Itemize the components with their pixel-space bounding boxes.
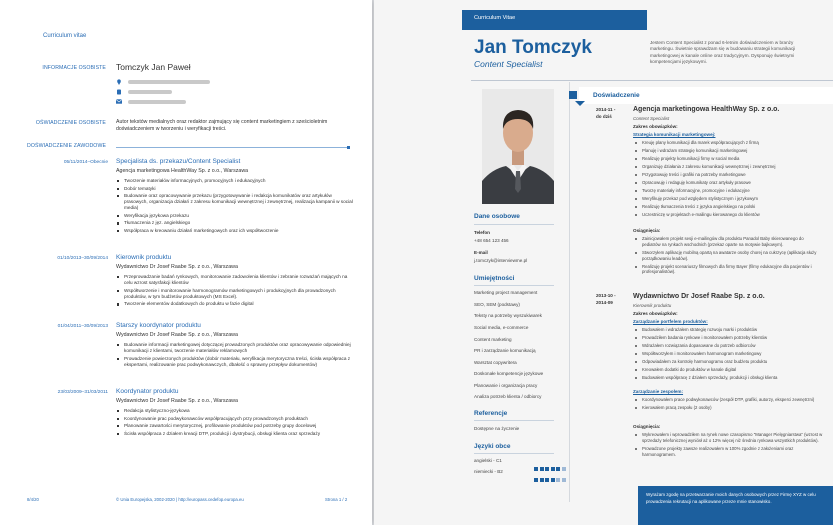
list-item: Zainicjowałem projekt sesji e-mailingów dla produktu Panadol Baby skierowanego do pediatrów na rynkach wschodnich (przekaz oparte na motywie bajkowym).: [633, 236, 823, 248]
level-dot: [551, 478, 555, 482]
full-name: Jan Tomczyk: [474, 37, 592, 58]
list-item: Stworzyłem aplikację mobilną opartą na awatarze osoby chorej na cukrzycę (aplikacja służy porządkowaniu leadów).: [633, 250, 823, 262]
footer-date: 8/4/20: [27, 497, 39, 502]
list-item: Odpowiadałem za kontrolę harmonogramu oraz budżetu produktu: [633, 359, 823, 365]
header-divider: [471, 80, 833, 81]
email-value: j.tomczyk@interviewme.pl: [474, 258, 528, 263]
sub-section-label: Zarządzanie portfelem produktów:: [633, 319, 708, 324]
section-heading-references: Referencje: [474, 410, 508, 417]
list-item: Tworzę materiały informacyjne, promocyjne i edukacyjne: [633, 188, 823, 194]
list-item: Prowadzenie powierzonych produktów (dobór materiału, weryfikacja merytoryczna treści, ścisła współpraca z ekspertami, realizowanie prac podwykonawczych, dbałość o sprawny przepływ dokumentów): [116, 356, 356, 368]
list-item: Organizuję działania z zakresu komunikacji wewnętrznej i zewnętrznej: [633, 164, 823, 170]
timeline-arrow: [575, 101, 585, 106]
job-date: 23/03/2009–31/03/2011: [57, 390, 108, 395]
section-heading-experience: Doświadczenie: [593, 92, 640, 99]
section-label-experience: DOŚWIADCZENIE ZAWODOWE: [27, 143, 106, 149]
language-name: niemiecki - B2: [474, 469, 503, 474]
language-level: [534, 469, 567, 487]
list-item: Przeprowadzanie badań rynkowych, monitorowanie zadowolenia klientów i zebranie rozważań mających na celu wzrost satysfakcji klientów: [116, 274, 356, 286]
full-name: Tomczyk Jan Paweł: [116, 62, 191, 72]
list-item: Redakcja stylistyczno-językowa: [116, 408, 356, 414]
duties-list: [633, 140, 823, 220]
list-item: Uczestniczę w projektach e-mailingu kierowanego do klientów: [633, 212, 823, 218]
redacted-email: [128, 100, 186, 104]
europass-cv-page: [0, 0, 372, 525]
phone-row: [116, 89, 172, 95]
duties-label: Zakres obowiązków:: [633, 311, 678, 316]
personal-statement: Autor tekstów medialnych oraz redaktor zajmujący się content marketingiem z sześcioletnim doświadczeniem w tworzeniu i weryfikacji treści.: [116, 119, 328, 133]
list-item: Planowanie zawartości merytorycznej, profilowanie produktów pod potrzeby grupy docelowej: [116, 423, 356, 429]
skill-item: Analiza potrzeb klienta / odbiorcy: [474, 394, 542, 399]
list-item: Weryfikacja językowa przekazu: [116, 213, 356, 219]
sub-section-label: Zarządzanie zespołem:: [633, 389, 684, 394]
list-item: Prowadzone projekty zawsze realizowałem w 100% zgodnie z założeniami oraz harmonogramem.: [633, 446, 823, 458]
sub-section-label: Strategia komunikacji marketingowej:: [633, 132, 716, 137]
header-tag-label: Curriculum Vitae: [474, 15, 516, 21]
job-date: 05/11/2014–Obecnie: [63, 160, 108, 165]
list-item: Realizuję projekt scenariuszy filmowych dla firmy Bayer (filmy edukacyjne dla pacjentów i profesjonalistów).: [633, 264, 823, 276]
location-icon: [116, 79, 122, 84]
job-date-to: 2014-09: [596, 299, 613, 305]
level-dot: [562, 478, 566, 482]
list-item: Przygotowuję treści i grafiki na potrzeby marketingowe: [633, 172, 823, 178]
skill-item: Planowanie i organizacja pracy: [474, 383, 538, 388]
skill-item: Marketing project management: [474, 290, 538, 295]
achievements-label: Osiągnięcia:: [633, 424, 661, 429]
skill-item: SEO, SEM (podstawy): [474, 302, 520, 307]
achievements-list: [633, 432, 823, 460]
list-item: Współtworzyłem i monitorowałem harmonogram marketingowy: [633, 351, 823, 357]
list-item: Tworzenie materiałów informacyjnych, promocyjnych i edukacyjnych: [116, 178, 356, 184]
job-duties-list: [116, 178, 356, 235]
list-item: Realizuję tłumaczenia treści z języka angielskiego na polski: [633, 204, 823, 210]
section-divider: [116, 147, 350, 148]
job-title: Kierownik produktu: [116, 254, 172, 261]
section-label-statement: OŚWIADCZENIE OSOBISTE: [35, 120, 106, 126]
list-item: Tłumaczenia z jęz. angielskiego: [116, 220, 356, 226]
job-date-from: 2013-10 -: [596, 293, 616, 298]
consent-clause: Wyrażam zgodę na przetwarzanie moich danych osobowych przez Firmę XYZ w celu prowadzenia rekrutacji na aplikowane przeze mnie stanowisko.: [646, 492, 816, 504]
redacted-phone: [128, 90, 172, 94]
language-name: angielski - C1: [474, 458, 502, 463]
list-item: Weryfikuję przekaz pod względem stylistycznym i językowym: [633, 196, 823, 202]
job-date: 01/04/2011–30/09/2013: [57, 324, 108, 329]
section-heading-personal: Dane osobowe: [474, 213, 520, 220]
job-title: Starszy koordynator produktu: [116, 322, 201, 329]
redacted-address: [128, 80, 210, 84]
skill-item: Teksty na potrzeby wyszukiwarek: [474, 313, 542, 318]
profile-summary: Jestem Content Specialist z ponad 6-letnim doświadczeniem w branży marketingu. Świetnie sprawdzam się w budowaniu strategii komunikacji marketingowej w kanale online oraz tradycyjnym. Dysponuję świetnymi kompetencjami językowymi.: [650, 40, 796, 65]
section-divider: [474, 453, 554, 454]
duties-list: [633, 327, 823, 383]
references-text: Dostępne na życzenie: [474, 426, 520, 431]
list-item: Planuję i wdrażam strategię komunikacji marketingowej: [633, 148, 823, 154]
job-date: 01/10/2013–30/09/2014: [57, 256, 108, 261]
level-dot: [534, 478, 538, 482]
list-item: Wykreowałem i wprowadziłem na rynek nowe czasopismo "Manager Pielęgniarstwa" (wzrost w sprzedaży telefonicznej wyniósł aż o 12% więcej niż średnia rynkowa wszystkich produktów).: [633, 432, 823, 444]
footer-copyright: © Unia Europejska, 2002-2020 | http://europass.cedefop.europa.eu: [116, 497, 244, 502]
job-date-from: 2014-11 -: [596, 107, 616, 112]
email-icon: [116, 99, 122, 104]
skill-item: PR i zarządzanie komunikacją: [474, 348, 536, 353]
list-item: Budowanie oraz opracowywanie przekazu (przygotowywanie i redakcja komunikatów oraz artykułów prasowych, organizacja działań z zakresu komunikacji wewnętrznej i zewnętrznej, realizacja kampanii w social media): [116, 193, 356, 211]
email-row: [116, 99, 186, 105]
achievements-label: Osiągnięcia:: [633, 228, 661, 233]
duties-label: Zakres obowiązków:: [633, 124, 678, 129]
section-heading-skills: Umiejętności: [474, 275, 515, 282]
section-heading-languages: Języki obce: [474, 443, 511, 450]
skill-item: Content marketing: [474, 337, 512, 342]
list-item: Kreuję plany komunikacji dla marek współpracujących z firmą: [633, 140, 823, 146]
modern-cv-page: [374, 0, 833, 525]
job-employer: Wydawnictwo Dr Josef Raabe Sp. z o.o., Warszawa: [116, 398, 238, 404]
footer-page-number: Strona 1 / 2: [325, 497, 348, 502]
job-date-range: [596, 107, 615, 120]
list-item: Koordynowałem prace podwykonawców (zespół DTP, grafiki, autorzy, eksperci zewnętrzni): [633, 397, 823, 403]
list-item: Kreowałem dodatki do produktów w kanale digital: [633, 367, 823, 373]
list-item: Opracowuję i redaguję komunikaty oraz artykuły prasowe: [633, 180, 823, 186]
list-item: Tworzenie elementów dodatkowych do produktu w fazie digital: [116, 301, 356, 307]
position-name: Content Specialist: [633, 116, 670, 121]
team-list: [633, 397, 823, 413]
skill-item: Doskonałe kompetencje językowe: [474, 371, 544, 376]
timeline-line: [569, 82, 570, 502]
list-item: Współtworzenie i monitorowanie harmonogramów marketingowych i produkcyjnych dla prowadzonych produktów, w tym budżetów produktowych (MS Excel).: [116, 288, 356, 300]
phone-value: +48 654 123 456: [474, 238, 509, 243]
company-name: Agencja marketingowa HealthWay Sp. z o.o.: [633, 106, 780, 113]
phone-label: Telefon: [474, 230, 490, 235]
job-employer: Wydawnictwo Dr Josef Raabe Sp. z o.o., Warszawa: [116, 264, 238, 270]
job-duties-list: [116, 274, 356, 309]
list-item: Budowanie informacji marketingowej dotyczącej prowadzonych produktów oraz opracowywanie odpowiedniej komunikacji z klientami, tworzenie materiałów reklamowych: [116, 342, 356, 354]
job-employer: Wydawnictwo Dr Josef Raabe Sp. z o.o., Warszawa: [116, 332, 238, 338]
list-item: Budowałem współpracę z działem sprzedaży, produkcji i obsługi klienta: [633, 375, 823, 381]
doc-title: Curriculum vitae: [43, 33, 87, 39]
list-item: Ścisła współpraca z działem kreacji DTP, produkcji i dystrybucji, obsługi klienta oraz sprzedaży: [116, 431, 356, 437]
job-employer: Agencja marketingowa HealthWay Sp. z o.o., Warszawa: [116, 168, 249, 174]
job-title: Specjalista ds. przekazu/Content Specialist: [116, 158, 241, 165]
timeline-marker: [569, 91, 577, 99]
list-item: Wdrażałem rozwiązania dopasowane do potrzeb odbiorców: [633, 343, 823, 349]
job-duties-list: [116, 408, 356, 438]
position-name: Kierownik produktu: [633, 303, 672, 308]
company-name: Wydawnictwo Dr Josef Raabe Sp. z o.o.: [633, 293, 765, 300]
email-label: E-mail: [474, 250, 488, 255]
list-item: Dobór tematyki: [116, 186, 356, 192]
address-row: [116, 79, 210, 85]
section-label-personal: INFORMACJE OSOBISTE: [42, 65, 106, 71]
job-title: Content Specialist: [474, 59, 543, 69]
list-item: Kierowałem pracą zespołu (2 osoby): [633, 405, 823, 411]
job-title: Koordynator produktu: [116, 388, 179, 395]
level-dot: [556, 478, 560, 482]
list-item: Realizuję projekty komunikacji firmy w social media: [633, 156, 823, 162]
list-item: Prowadziłem badania rynkowe i monitorowałem potrzeby klientów: [633, 335, 823, 341]
section-divider: [474, 285, 554, 286]
level-dot: [545, 478, 549, 482]
phone-icon: [116, 89, 122, 94]
divider-marker: [347, 146, 350, 149]
job-duties-list: [116, 342, 356, 369]
skill-item: Warsztat copywritera: [474, 360, 517, 365]
job-date-to: do dziś: [596, 113, 612, 119]
skill-item: Social media, e-commerce: [474, 325, 529, 330]
section-divider: [474, 420, 554, 421]
list-item: Budowałem i wdrażałem strategię rozwoju marki i produktów: [633, 327, 823, 333]
list-item: Współpraca w kreowaniu działań marketingowych oraz ich współtworzenie: [116, 228, 356, 234]
profile-photo: [482, 89, 554, 204]
list-item: Koordynowanie prac podwykonawców współpracujących przy prowadzonych produktach: [116, 416, 356, 422]
job-date-range: [596, 293, 616, 306]
achievements-list: [633, 236, 823, 277]
section-divider: [474, 224, 554, 225]
level-dot: [540, 478, 544, 482]
